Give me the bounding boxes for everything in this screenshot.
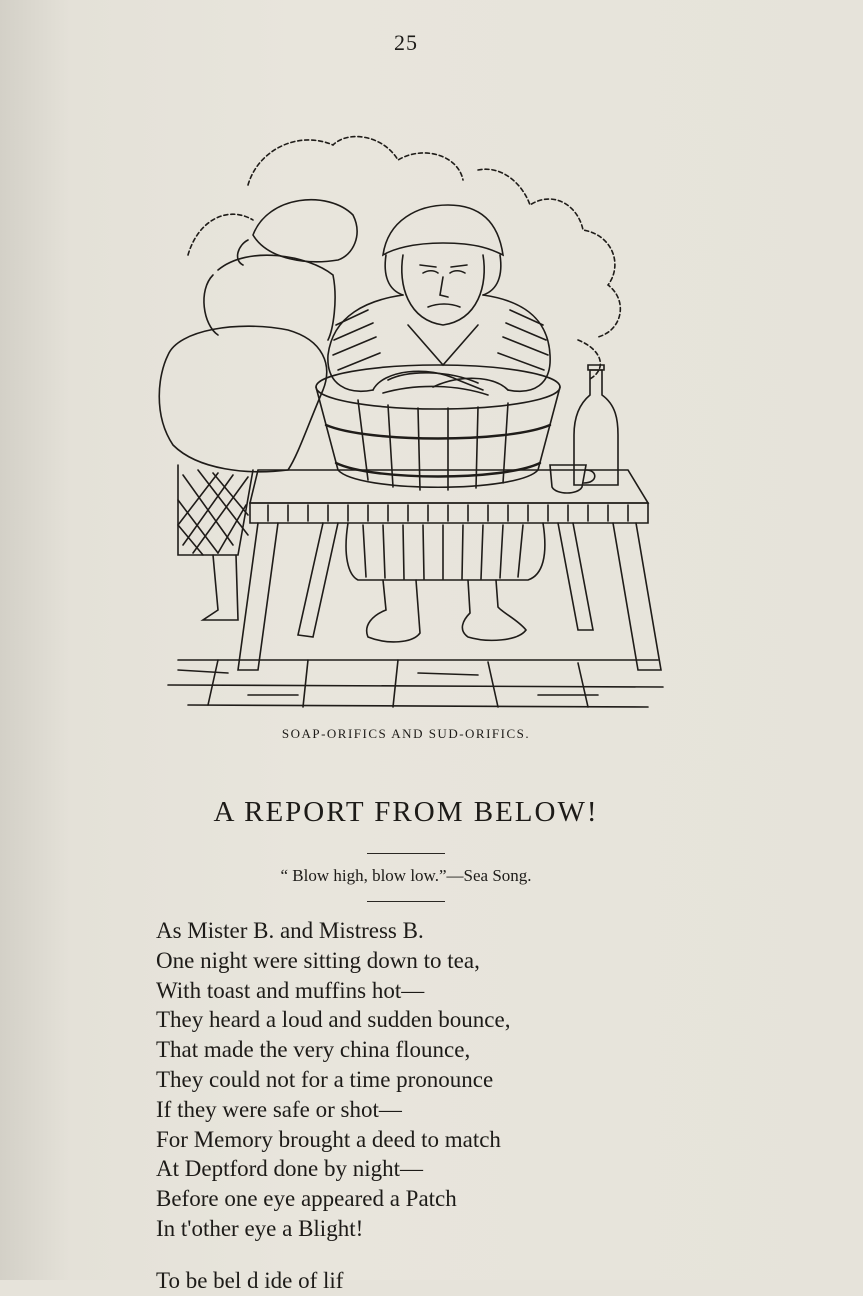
poem-line: That made the very china flounce, xyxy=(156,1037,471,1063)
poem-title: A REPORT FROM BELOW! xyxy=(213,796,599,828)
poem-line: They could not for a time pronounce xyxy=(156,1066,494,1092)
epigraph-rule-bottom xyxy=(367,901,445,902)
poem-line: In t'other eye a Blight! xyxy=(156,1215,364,1241)
poem-line: One night were sitting down to tea, xyxy=(156,947,480,973)
poem-line: With toast and muffins hot— xyxy=(156,977,425,1003)
poem-line: As Mister B. and Mistress B. xyxy=(156,918,424,943)
washerwoman-engraving xyxy=(158,125,670,715)
poem-stanza xyxy=(156,916,796,1244)
poem-line: If they were safe or shot— xyxy=(156,1096,402,1122)
poem-line: For Memory brought a deed to match xyxy=(156,1126,501,1152)
epigraph: “ Blow high, blow low.”—Sea Song. xyxy=(280,866,532,885)
poem-line: They heard a loud and sudden bounce, xyxy=(156,1007,511,1033)
poem-next-line-partial: To be bel d ide of lif xyxy=(156,1268,344,1293)
poem-line: Before one eye appeared a Patch xyxy=(156,1186,457,1212)
poem-line: At Deptford done by night— xyxy=(156,1156,424,1182)
title-rule-top xyxy=(367,853,445,854)
page-number: 25 xyxy=(394,30,418,55)
illustration-caption: SOAP-ORIFICS AND SUD-ORIFICS. xyxy=(281,726,531,741)
